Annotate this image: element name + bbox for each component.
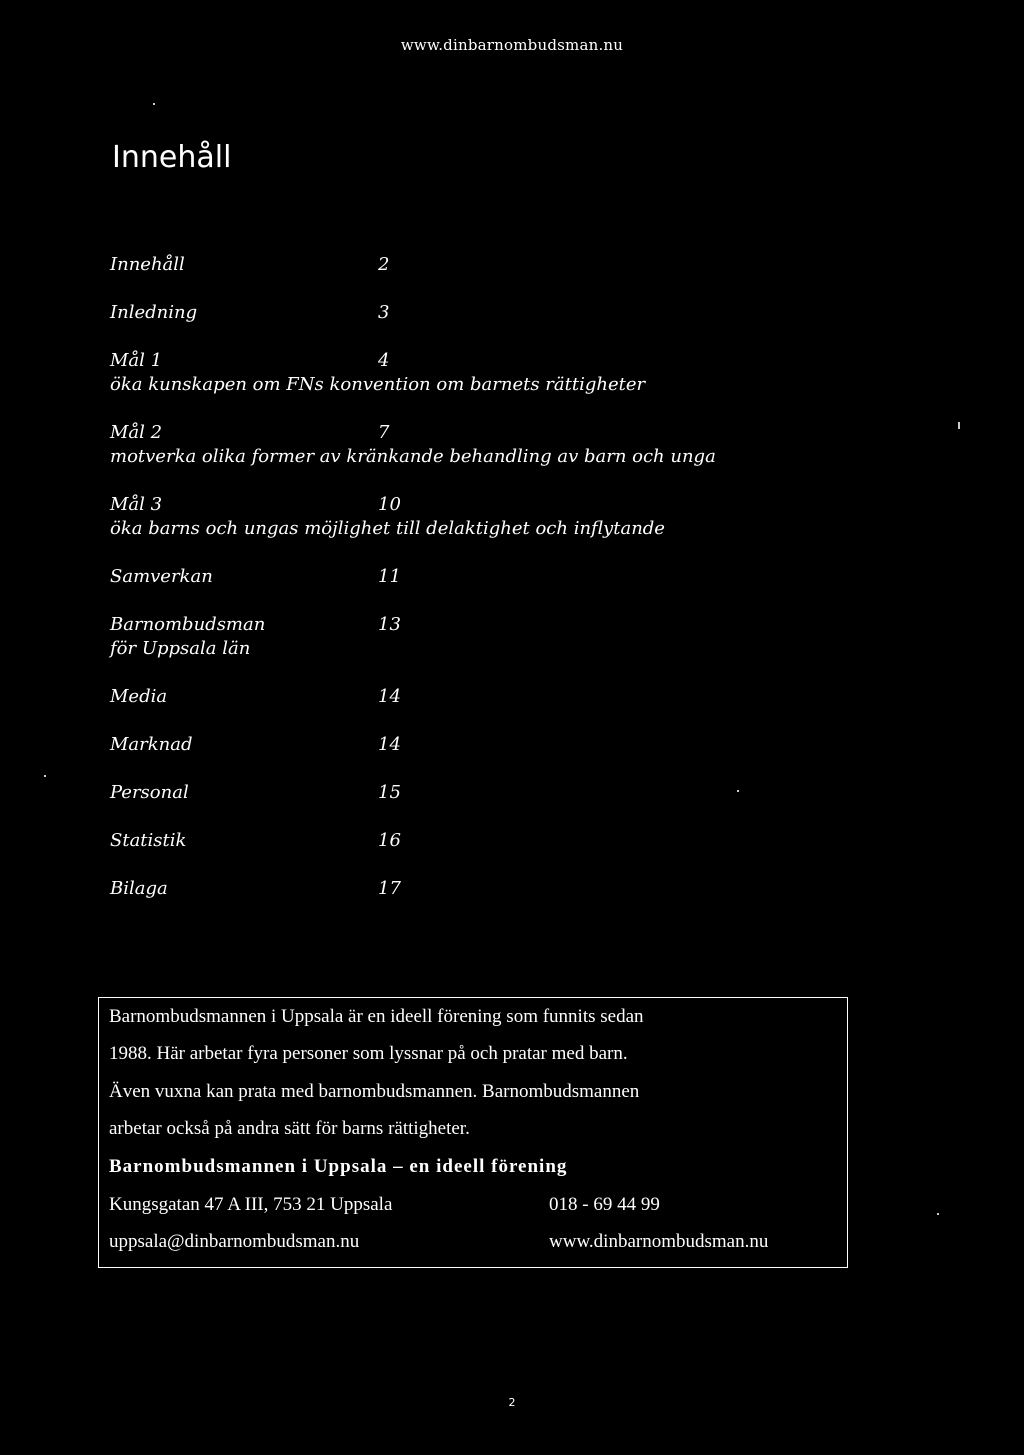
info-heading: Barnombudsmannen i Uppsala – en ideell förening (109, 1156, 568, 1177)
toc-entry-label: Barnombudsman (110, 614, 266, 635)
toc-entry-page: 7 (378, 422, 390, 443)
toc-entry-subtitle: motverka olika former av kränkande behandling av barn och unga (110, 446, 716, 467)
info-text-line: Barnombudsmannen i Uppsala är en ideell förening som funnits sedan (109, 1006, 644, 1027)
page-title: Innehåll (112, 140, 232, 175)
toc-entry-page: 11 (378, 566, 401, 587)
toc-entry (110, 253, 750, 277)
toc-entry (110, 685, 750, 709)
toc-entry-label: Media (110, 686, 168, 707)
scan-speck (737, 790, 739, 792)
toc-entry (110, 565, 750, 589)
toc-entry (110, 493, 750, 541)
toc-entry-page: 2 (378, 254, 390, 275)
toc-entry-label: Marknad (110, 734, 193, 755)
toc-entry-page: 10 (378, 494, 401, 515)
scan-speck (937, 1213, 939, 1215)
toc-entry (110, 781, 750, 805)
header-url: www.dinbarnombudsman.nu (400, 36, 624, 54)
toc-entry-label: Bilaga (110, 878, 168, 899)
toc-entry-page: 17 (378, 878, 401, 899)
toc-entry-page: 13 (378, 614, 401, 635)
toc-entry-label: Mål 3 (110, 494, 163, 515)
info-text-line: 1988. Här arbetar fyra personer som lyssnar på och pratar med barn. (109, 1043, 628, 1064)
toc-entry-page: 4 (378, 350, 390, 371)
toc-entry-subtitle: öka barns och ungas möjlighet till delaktighet och inflytande (110, 518, 665, 539)
scan-speck (153, 103, 155, 105)
toc-entry-page: 15 (378, 782, 401, 803)
toc-entry-page: 14 (378, 686, 401, 707)
info-box (98, 997, 848, 1268)
toc-entry-label: Samverkan (110, 566, 213, 587)
info-text-line: arbetar också på andra sätt för barns rättigheter. (109, 1118, 470, 1139)
toc-entry-label: Innehåll (110, 254, 185, 275)
toc-entry (110, 301, 750, 325)
contact-address: Kungsgatan 47 A III, 753 21 Uppsala (109, 1194, 393, 1215)
contact-email: uppsala@dinbarnombudsman.nu (109, 1231, 360, 1252)
table-of-contents (110, 253, 750, 925)
toc-entry (110, 829, 750, 853)
scan-speck (958, 422, 960, 429)
toc-entry (110, 613, 750, 661)
toc-entry-page: 14 (378, 734, 401, 755)
toc-entry (110, 421, 750, 469)
scan-speck (44, 775, 46, 777)
toc-entry-label: Inledning (110, 302, 198, 323)
toc-entry-page: 3 (378, 302, 390, 323)
toc-entry (110, 349, 750, 397)
toc-entry (110, 877, 750, 901)
toc-entry (110, 733, 750, 757)
contact-website: www.dinbarnombudsman.nu (549, 1231, 769, 1252)
info-text-line: Även vuxna kan prata med barnombudsmannen. Barnombudsmannen (109, 1081, 640, 1102)
toc-entry-label: Personal (110, 782, 189, 803)
toc-entry-page: 16 (378, 830, 401, 851)
toc-entry-subtitle: för Uppsala län (110, 638, 251, 659)
toc-entry-label: Statistik (110, 830, 187, 851)
toc-entry-label: Mål 2 (110, 422, 163, 443)
page-number: 2 (508, 1396, 516, 1409)
toc-entry-label: Mål 1 (110, 350, 163, 371)
toc-entry-subtitle: öka kunskapen om FNs konvention om barnets rättigheter (110, 374, 646, 395)
contact-phone: 018 - 69 44 99 (549, 1194, 660, 1215)
